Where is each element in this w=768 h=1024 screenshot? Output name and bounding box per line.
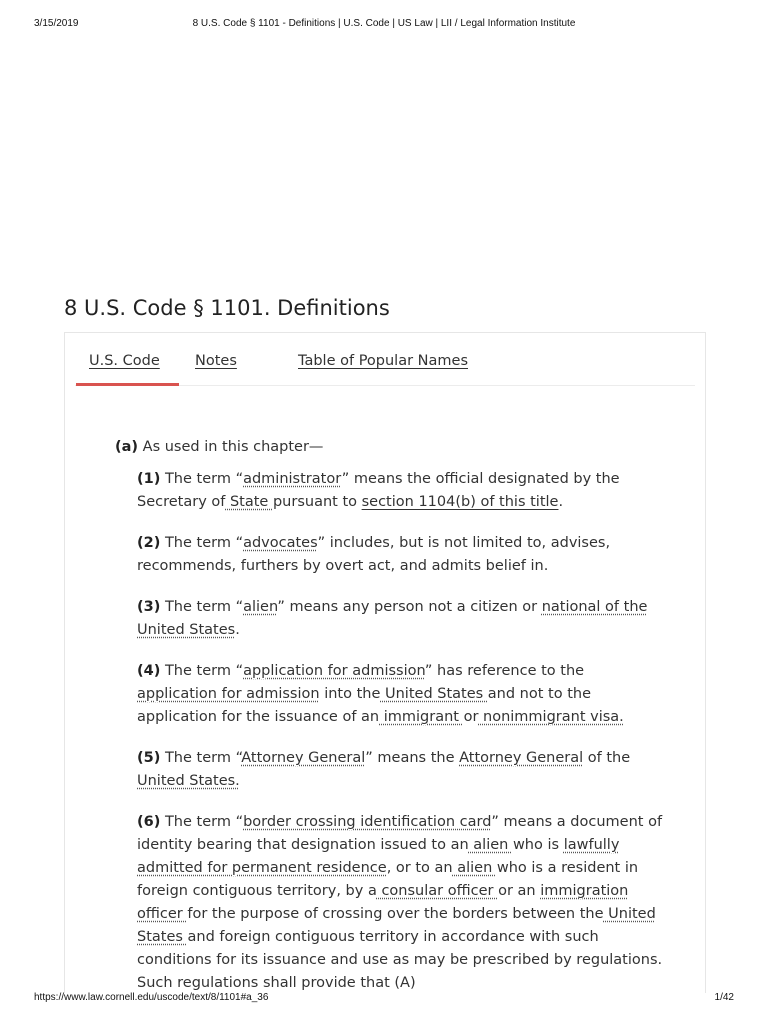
paragraph-text: ” includes, but is not limited to, advises, recommends, furthers by overt act, and admits belief in. bbox=[137, 535, 611, 574]
paragraph-text: , or to an bbox=[386, 860, 453, 876]
paragraph-1 bbox=[137, 468, 665, 514]
paragraph-6 bbox=[137, 811, 665, 993]
active-tab-indicator bbox=[76, 383, 179, 386]
tab-us-code[interactable]: U.S. Code bbox=[89, 353, 160, 369]
paragraph-number: (2) bbox=[137, 535, 161, 551]
defined-term-link[interactable]: Attorney General bbox=[241, 750, 366, 766]
definition-link[interactable]: alien bbox=[452, 860, 497, 876]
definition-link[interactable]: United States bbox=[137, 906, 656, 945]
content-panel bbox=[64, 332, 706, 993]
definition-link[interactable]: national of the United States bbox=[137, 599, 648, 638]
defined-term-link[interactable]: application for admission bbox=[243, 663, 425, 679]
paragraph-text: The term “ bbox=[160, 814, 244, 830]
subsection-text: As used in this chapter— bbox=[138, 439, 324, 455]
paragraph-3 bbox=[137, 596, 665, 642]
print-header bbox=[34, 18, 734, 32]
paragraph-text: ” means any person not a citizen or bbox=[277, 599, 542, 615]
paragraph-text: The term “ bbox=[160, 599, 244, 615]
paragraph-5 bbox=[137, 747, 665, 793]
paragraph-text: ” has reference to the bbox=[424, 663, 585, 679]
defined-term-link[interactable]: alien bbox=[243, 599, 278, 615]
definition-link[interactable]: immigration officer bbox=[137, 883, 629, 922]
statute-text bbox=[115, 436, 665, 993]
print-page-title: 8 U.S. Code § 1101 - Definitions | U.S. Code | US Law | LII / Legal Information Institute bbox=[192, 18, 576, 29]
paragraph-text: and not to the application for the issuance of an bbox=[137, 686, 592, 725]
definition-link[interactable]: application for admission bbox=[137, 686, 320, 702]
paragraph-text: . bbox=[558, 494, 564, 510]
defined-term-link[interactable]: advocates bbox=[243, 535, 318, 551]
paragraph-text: pursuant to bbox=[272, 494, 362, 510]
paragraph-text: ” means the bbox=[365, 750, 460, 766]
paragraph-text: into the bbox=[319, 686, 381, 702]
print-date: 3/15/2019 bbox=[34, 18, 79, 29]
defined-term-link[interactable]: border crossing identification card bbox=[243, 814, 492, 830]
paragraph-text: or an bbox=[498, 883, 541, 899]
paragraph-text: or bbox=[463, 709, 479, 725]
print-footer bbox=[34, 992, 734, 1006]
paragraph-number: (5) bbox=[137, 750, 161, 766]
subsection-number: (a) bbox=[115, 439, 139, 455]
paragraph-text: The term “ bbox=[160, 663, 244, 679]
definition-link[interactable]: alien bbox=[468, 837, 513, 853]
definition-link[interactable]: Attorney General bbox=[459, 750, 584, 766]
paragraph-2 bbox=[137, 532, 665, 578]
tab-bar bbox=[75, 333, 695, 386]
paragraph-text: ” means a document of identity bearing that designation issued to an bbox=[137, 814, 663, 853]
definition-link[interactable]: nonimmigrant visa. bbox=[478, 709, 624, 725]
subsection-a bbox=[115, 436, 665, 459]
paragraph-text: of the bbox=[583, 750, 631, 766]
paragraph-text: and foreign contiguous territory in accordance with such conditions for its issuance and use as may be prescribed by regulations. Such regulations shall provide that (A) bbox=[137, 929, 663, 991]
definition-link[interactable]: United States bbox=[380, 686, 488, 702]
paragraph-text: ” means the official designated by the Secretary of bbox=[137, 471, 620, 510]
tab-notes[interactable]: Notes bbox=[195, 353, 237, 369]
definition-link[interactable]: lawfully admitted for permanent residence bbox=[137, 837, 620, 876]
tab-table-of-popular-names[interactable]: Table of Popular Names bbox=[298, 353, 468, 369]
paragraph-text: The term “ bbox=[160, 535, 244, 551]
page-title: 8 U.S. Code § 1101. Definitions bbox=[64, 296, 390, 320]
paragraph-number: (6) bbox=[137, 814, 161, 830]
paragraph-text: . bbox=[235, 622, 240, 638]
paragraph-text: who is bbox=[512, 837, 564, 853]
definition-link[interactable]: United States. bbox=[137, 773, 240, 789]
paragraph-text: who is a resident in foreign contiguous territory, by a bbox=[137, 860, 639, 899]
paragraph-text: for the purpose of crossing over the borders between the bbox=[187, 906, 604, 922]
print-url: https://www.law.cornell.edu/uscode/text/8/1101#a_36 bbox=[34, 992, 269, 1003]
defined-term-link[interactable]: administrator bbox=[243, 471, 342, 487]
paragraph-text: The term “ bbox=[160, 750, 242, 766]
paragraph-4 bbox=[137, 660, 665, 729]
definition-link[interactable]: immigrant bbox=[379, 709, 464, 725]
paragraph-text: The term “ bbox=[160, 471, 244, 487]
definition-link[interactable]: consular officer bbox=[376, 883, 499, 899]
paragraph-number: (3) bbox=[137, 599, 161, 615]
paragraph-number: (4) bbox=[137, 663, 161, 679]
cross-reference-link[interactable]: section 1104(b) of this title bbox=[361, 494, 559, 510]
print-page-number: 1/42 bbox=[714, 992, 734, 1003]
paragraph-number: (1) bbox=[137, 471, 161, 487]
definition-link[interactable]: State bbox=[225, 494, 273, 510]
